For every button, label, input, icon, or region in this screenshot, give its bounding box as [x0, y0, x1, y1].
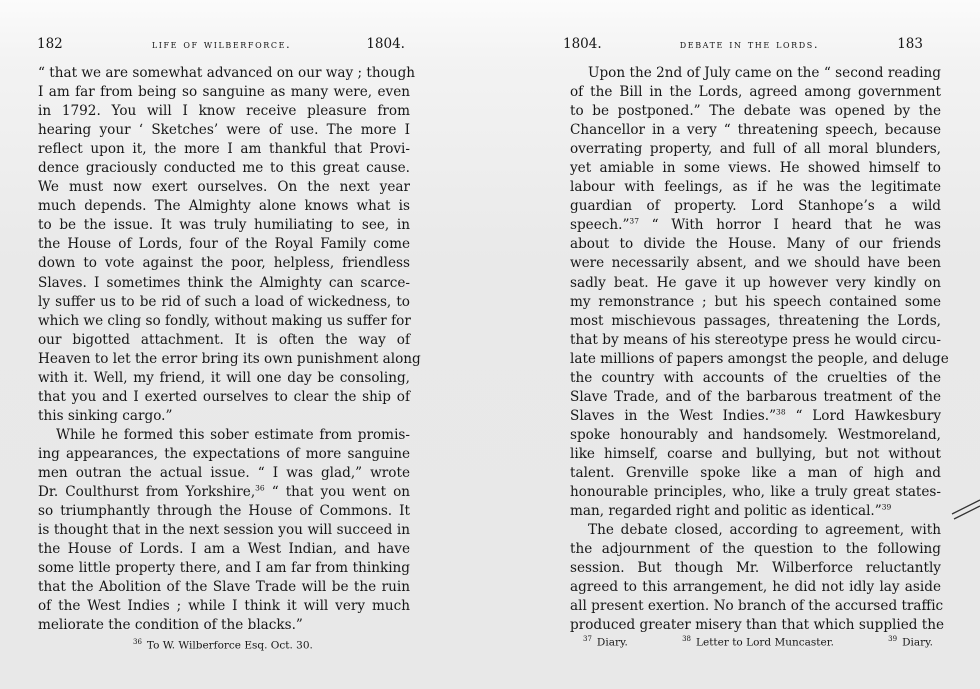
- text-line-with-footnote-ref: [570, 216, 941, 235]
- text-line: labour with feelings, as if he was the legitimate: [570, 179, 941, 196]
- text-line: is thought that in the next session you will succeed in: [38, 522, 410, 539]
- text-line: yet amiable in some views. He showed himself to: [570, 160, 941, 177]
- text-line: agreed to this arrangement, he did not idly lay aside: [570, 579, 941, 596]
- text-line: men outran the actual issue. “ I was glad,” wrote: [38, 464, 410, 481]
- text-line: the House of Lords. I am a West Indian, and have: [38, 541, 410, 558]
- footnote-marker: 38: [682, 635, 692, 643]
- text-segment: “ that you went on: [264, 484, 411, 501]
- text-line: hearing your ‘ Sketches’ were of use. The more I: [38, 122, 410, 139]
- text-line: dence graciously conducted me to this great cause.: [38, 160, 410, 177]
- text-segment: Dr. Coulthurst from Yorkshire,: [38, 484, 256, 501]
- text-segment: man, regarded right and politic as identical.”: [570, 503, 882, 520]
- text-line: Slaves. I sometimes think the Almighty can scarce-: [38, 274, 410, 291]
- text-line: to be the issue. It was truly humiliating to see, in: [38, 217, 410, 234]
- page-number: 182: [37, 36, 63, 52]
- footnote-marker: 37: [583, 635, 592, 643]
- page-number: 183: [897, 36, 923, 52]
- paragraph-start-line: While he formed this sober estimate from promis-: [56, 426, 410, 443]
- text-line: Chancellor in a very “ threatening speech, because: [570, 122, 941, 139]
- text-line: our bigotted attachment. It is often the way of: [38, 331, 410, 348]
- text-line: sadly beat. He gave it up however very kindly on: [570, 274, 941, 291]
- text-line: in 1792. You will I know receive pleasure from: [38, 103, 410, 120]
- text-line-with-footnote-ref: [38, 483, 410, 502]
- text-line: ing appearances, the expectations of more sanguine: [38, 445, 410, 462]
- footnote-marker: 36: [133, 638, 142, 646]
- text-line: which we cling so fondly, without making us suffer for: [38, 312, 411, 329]
- running-title: debate in the lords.: [679, 37, 820, 51]
- footnotes-right: [583, 635, 933, 649]
- footnote-text: To W. Wilberforce Esq. Oct. 30.: [146, 639, 313, 652]
- footnotes-left: [133, 638, 393, 652]
- text-line: all present exertion. No branch of the accursed traffic: [570, 598, 944, 615]
- text-line: that the Abolition of the Slave Trade will be the ruin: [38, 579, 410, 596]
- footnote-ref-39[interactable]: 39: [881, 502, 892, 512]
- text-line: of the West Indies ; while I think it will very much: [38, 598, 410, 615]
- text-line: like himself, coarse and bullying, but not without: [570, 445, 941, 462]
- text-line: Heaven to let the error bring its own punishment along: [38, 350, 421, 367]
- year: 1804.: [366, 36, 405, 52]
- text-line: this sinking cargo.”: [38, 407, 173, 424]
- text-line: the adjournment of the question to the following: [570, 541, 941, 558]
- text-line: late millions of papers amongst the people, and deluge: [570, 350, 949, 367]
- text-line: spoke honourably and handsomely. Westmoreland,: [570, 426, 941, 443]
- text-segment: “ With horror I heard that he was: [638, 217, 941, 234]
- text-line: honourable principles, who, like a truly great states-: [570, 484, 941, 501]
- text-line: the House of Lords, four of the Royal Family come: [38, 236, 410, 253]
- text-line-with-footnote-ref: [570, 502, 941, 521]
- text-line: with it. Well, my friend, it will one day be consoling,: [38, 369, 410, 386]
- footnote-marker: 39: [888, 635, 898, 643]
- text-line: to be postponed.” The debate was opened by the: [570, 103, 941, 120]
- text-line: overrating property, and full of all moral blunders,: [570, 141, 941, 158]
- text-line: that by means of his stereotype press he would circu-: [570, 331, 941, 348]
- footnote-39: [888, 635, 933, 649]
- margin-pen-mark-icon: [950, 492, 980, 522]
- text-line: produced greater misery than that which supplied the: [570, 617, 945, 634]
- footnote-ref-36[interactable]: 36: [255, 483, 265, 493]
- text-line: that you and I exerted ourselves to clear the ship of: [38, 388, 410, 405]
- text-line: some little property there, and I am far from thinking: [38, 560, 410, 577]
- body-text-left: [38, 64, 421, 635]
- footnote-37: [583, 635, 628, 649]
- running-head-left: [37, 36, 405, 56]
- text-line: “ that we are somewhat advanced on our way ; though: [38, 65, 416, 81]
- text-segment: Slaves in the West Indies.”: [570, 407, 777, 424]
- footnote-ref-37[interactable]: 37: [629, 216, 639, 226]
- running-title: life of wilberforce.: [151, 37, 292, 51]
- text-segment: speech.”: [570, 217, 630, 234]
- text-line: much depends. The Almighty alone knows what is: [38, 198, 410, 215]
- text-line: guardian of property. Lord Stanhope’s a wild: [570, 198, 941, 215]
- footnote-text: Diary.: [902, 636, 933, 649]
- body-text-right: [570, 64, 949, 635]
- text-segment: “ Lord Hawkesbury: [785, 407, 941, 424]
- text-line: talent. Grenville spoke like a man of high and: [570, 464, 941, 481]
- text-line: about to divide the House. Many of our friends: [570, 236, 941, 253]
- text-line: ly suffer us to be rid of such a load of wickedness, to: [38, 293, 410, 310]
- footnote-38: [682, 635, 834, 649]
- text-line: session. But though Mr. Wilberforce reluctantly: [570, 560, 941, 577]
- text-line: Slave Trade, and of the barbarous treatment of the: [570, 388, 941, 405]
- year: 1804.: [563, 36, 602, 52]
- paragraph-start-line: The debate closed, according to agreement, with: [588, 522, 941, 539]
- footnote-text: Letter to Lord Muncaster.: [696, 636, 834, 649]
- running-head-right: [563, 36, 923, 56]
- text-line: so triumphantly through the House of Commons. It: [38, 503, 410, 520]
- text-line: of the Bill in the Lords, agreed among government: [570, 84, 941, 101]
- footnote-text: Diary.: [596, 636, 628, 649]
- text-line: down to vote against the poor, helpless, friendless: [38, 255, 410, 272]
- text-line: We must now exert ourselves. On the next year: [38, 179, 410, 196]
- text-line: were necessarily absent, and we should have been: [570, 255, 941, 272]
- paragraph-start-line: Upon the 2nd of July came on the “ second reading: [588, 65, 941, 81]
- right-page: [490, 0, 980, 689]
- footnote-ref-38[interactable]: 38: [776, 407, 786, 417]
- text-line: most mischievous passages, threatening the Lords,: [570, 312, 941, 329]
- footnote-36: [133, 638, 313, 652]
- text-line: I am far from being so sanguine as many were, even: [38, 84, 410, 101]
- text-line-with-footnote-ref: [570, 407, 941, 426]
- text-line: the country with accounts of the cruelties of the: [570, 369, 941, 386]
- text-line: reflect upon it, the more I am thankful that Provi-: [38, 141, 410, 158]
- text-line: meliorate the condition of the blacks.”: [38, 617, 303, 634]
- text-line: my remonstrance ; but his speech contained some: [570, 293, 941, 310]
